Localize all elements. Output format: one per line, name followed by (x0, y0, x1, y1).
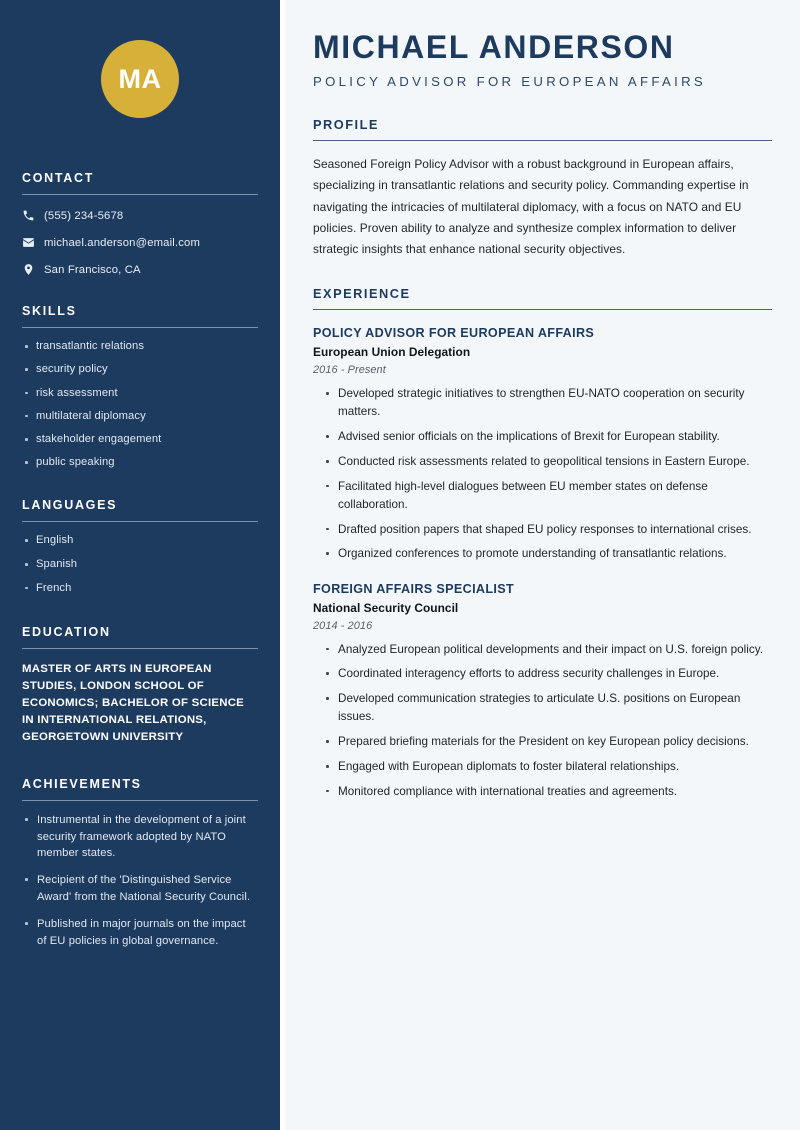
phone-icon (22, 209, 41, 222)
experience-bullet-list (313, 641, 772, 801)
list-item: Analyzed European political developments and their impact on U.S. foreign policy. (326, 641, 772, 659)
list-item: Developed strategic initiatives to strengthen EU-NATO cooperation on security matters. (326, 385, 772, 422)
list-item: English (22, 533, 258, 548)
sidebar-section-education (0, 625, 280, 747)
experience-organization: European Union Delegation (313, 345, 471, 360)
experience-dates: 2016 - Present (313, 364, 386, 377)
list-item: Published in major journals on the impact of EU policies in global governance. (22, 916, 258, 949)
main-section-profile (313, 117, 772, 260)
location-pin-icon (22, 263, 41, 276)
list-item: multilateral diplomacy (22, 409, 258, 424)
experience-item (313, 326, 772, 564)
contact-list (22, 207, 258, 278)
achievements-divider (22, 800, 258, 801)
experience-item (313, 582, 772, 801)
profile-divider (313, 140, 772, 141)
list-item: transatlantic relations (22, 339, 258, 354)
contact-row-email[interactable] (22, 234, 258, 251)
main-section-experience (313, 286, 772, 801)
avatar: MA (101, 40, 179, 118)
list-item: Instrumental in the development of a joint security framework adopted by NATO member states. (22, 812, 258, 861)
experience-heading: EXPERIENCE (313, 286, 411, 302)
contact-heading: CONTACT (22, 171, 95, 185)
skills-heading: SKILLS (22, 304, 77, 318)
list-item: Drafted position papers that shaped EU policy responses to international crises. (326, 521, 772, 539)
profile-heading: PROFILE (313, 117, 379, 133)
list-item: Facilitated high-level dialogues between EU member states on defense collaboration. (326, 478, 772, 515)
list-item: Conducted risk assessments related to geopolitical tensions in Eastern Europe. (326, 453, 772, 471)
achievements-heading: ACHIEVEMENTS (22, 777, 142, 792)
list-item: Recipient of the 'Distinguished Service Award' from the National Security Council. (22, 872, 258, 905)
sidebar-section-skills (0, 304, 280, 470)
list-item: Engaged with European diplomats to foster bilateral relationships. (326, 758, 772, 776)
experience-divider (313, 309, 772, 310)
languages-heading: LANGUAGES (22, 498, 118, 513)
skills-divider (22, 327, 258, 328)
sidebar (0, 0, 280, 1130)
main-content (285, 0, 800, 1130)
header-job-title: POLICY ADVISOR FOR EUROPEAN AFFAIRS (313, 74, 706, 90)
list-item: Spanish (22, 557, 258, 572)
education-divider (22, 648, 258, 649)
contact-row-location[interactable] (22, 261, 258, 278)
contact-divider (22, 194, 258, 195)
list-item: Developed communication strategies to articulate U.S. positions on European issues. (326, 690, 772, 727)
list-item: Monitored compliance with international treaties and agreements. (326, 783, 772, 801)
experience-dates: 2014 - 2016 (313, 619, 373, 632)
list-item: Advised senior officials on the implications of Brexit for European stability. (326, 428, 772, 446)
sidebar-section-achievements (0, 777, 280, 949)
envelope-icon (22, 236, 41, 249)
page-title: MICHAEL ANDERSON (313, 29, 675, 65)
list-item: Coordinated interagency efforts to address security challenges in Europe. (326, 665, 772, 683)
list-item: Organized conferences to promote understanding of transatlantic relations. (326, 545, 772, 563)
skills-list (22, 339, 258, 470)
education-heading: EDUCATION (22, 624, 111, 639)
contact-location-value: San Francisco, CA (44, 263, 141, 276)
sidebar-section-languages (0, 498, 280, 595)
profile-text: Seasoned Foreign Policy Advisor with a robust background in European affairs, specializing in transatlantic relations and security policy. Commanding expertise in navigating the intricacies of multilateral diplomacy, with a focus on NATO and EU policies. Proven ability to analyze and synthesize complex information to deliver strategic insights that enhance national security objectives. (313, 157, 749, 256)
languages-list (22, 533, 258, 595)
list-item: public speaking (22, 455, 258, 470)
experience-organization: National Security Council (313, 600, 459, 615)
contact-row-phone[interactable] (22, 207, 258, 224)
avatar-container (0, 0, 280, 118)
contact-phone-value: (555) 234-5678 (44, 209, 124, 222)
list-item: stakeholder engagement (22, 432, 258, 447)
languages-divider (22, 521, 258, 522)
list-item: security policy (22, 362, 258, 377)
experience-role: FOREIGN AFFAIRS SPECIALIST (313, 581, 515, 596)
sidebar-section-contact (0, 171, 280, 278)
list-item: French (22, 581, 258, 596)
education-text: MASTER OF ARTS IN EUROPEAN STUDIES, LONDON SCHOOL OF ECONOMICS; BACHELOR OF SCIENCE IN INTERNATIONAL RELATIONS, GEORGETOWN UNIVERSITY (22, 662, 245, 743)
contact-email-value: michael.anderson@email.com (44, 236, 201, 249)
list-item: Prepared briefing materials for the President on key European policy decisions. (326, 733, 772, 751)
achievements-list (22, 812, 258, 949)
experience-bullet-list (313, 385, 772, 564)
list-item: risk assessment (22, 386, 258, 401)
experience-role: POLICY ADVISOR FOR EUROPEAN AFFAIRS (313, 326, 595, 341)
